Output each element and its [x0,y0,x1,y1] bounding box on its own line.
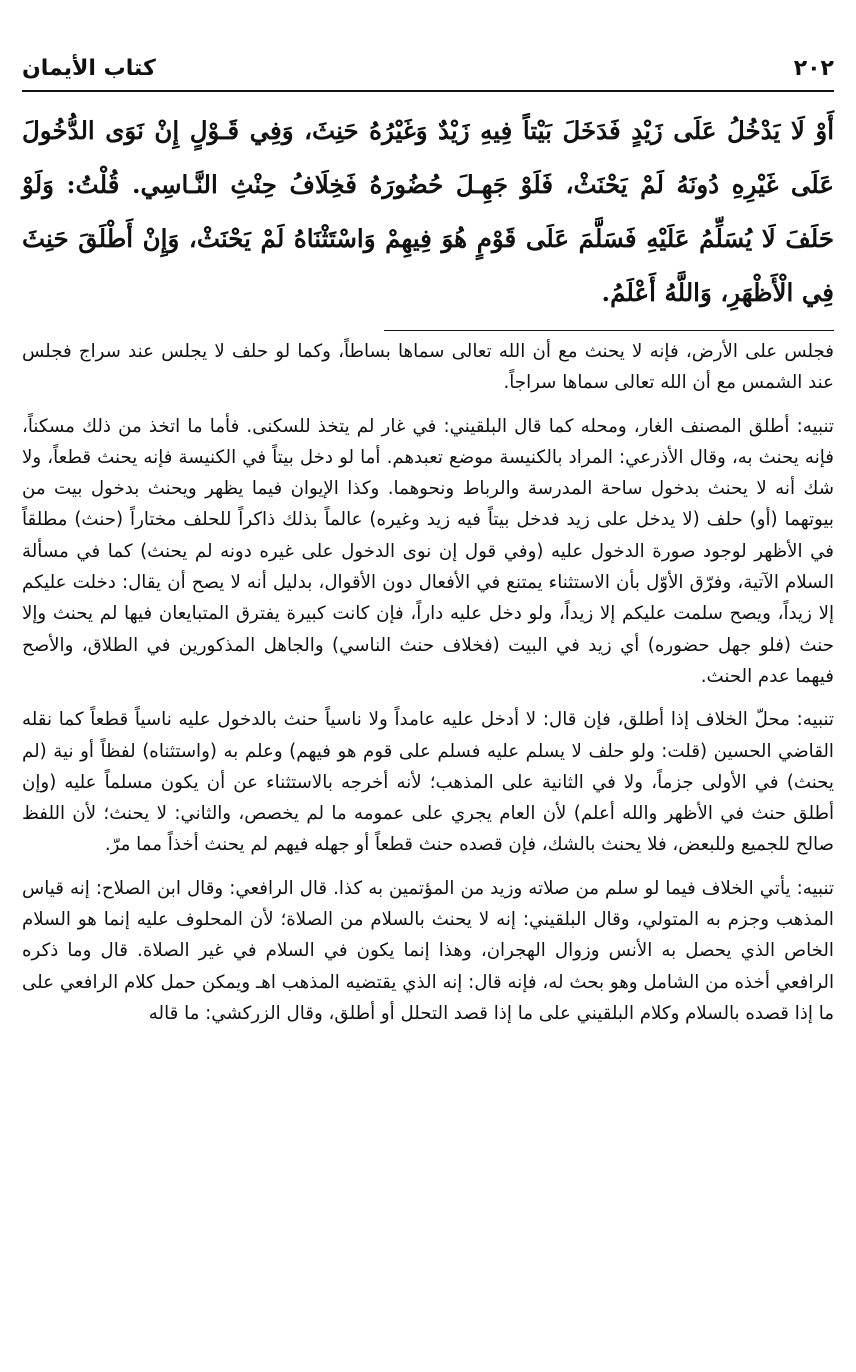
commentary-paragraph: تنبيه: أطلق المصنف الغار، ومحله كما قال البلقيني: في غار لم يتخذ للسكنى. فأما ما اتخذ من ذلك مسكناً، فإنه يحنث به، وقال الأذرعي: المراد بالكنيسة موضع تعبدهم. أما لو دخل بيتاً في الكنيسة فإنه يحنث قطعاً، ولا شك أنه لا يحنث بدخول ساحة المدرسة والرباط ونحوهما. وكذا الإيوان فيما يظهر ويحنث بدخول بيت من بيوتهما (أو) حلف (لا يدخل على زيد فدخل بيتاً فيه زيد وغيره) عالماً بذلك ذاكراً للحلف مختاراً (حنث) مطلقاً في الأظهر لوجود صورة الدخول عليه (وفي قول إن نوى الدخول على غيره دونه لم يحنث) كما في مسألة السلام الآتية، وفرّق الأوّل بأن الاستثناء يمتنع في الأفعال دون الأقوال، بدليل أنه لا يصح أن يقال: دخلت عليكم إلا زيداً، ويصح سلمت عليكم إلا زيداً، ولو دخل عليه داراً، فإن كانت كبيرة يفترق المتبايعان فيها لم يحنث وإلا حنث (فلو جهل حضوره) أي زيد في البيت (فخلاف حنث الناسي) والجاهل المذكورين في الطلاق، والأصح فيهما عدم الحنث. [22,415,834,687]
commentary-paragraph: تنبيه: يأتي الخلاف فيما لو سلم من صلاته وزيد من المؤتمين به كذا. قال الرافعي: وقال ابن الصلاح: إنه قياس المذهب وجزم به المتولي، وقال البلقيني: إنه لا يحنث بالسلام من الصلاة؛ لأن المحلوف عليه إنما هو السلام الخاص الذي يحصل به الأنس وزوال الهجران، وهذا إنما يكون في السلام في غير الصلاة. قال وما ذكره الرافعي أخذه من الشامل وهو بحث له، فإنه قال: إنه الذي يقتضيه المذهب اهـ ويمكن حمل كلام الرافعي على ما إذا قصده بالسلام وكلام البلقيني على ما إذا قصد التحلل أو أطلق، وقال الزركشي: ما قاله [22,877,834,1024]
main-text: أَوْ لَا يَدْخُلُ عَلَى زَيْدٍ فَدَخَلَ بَيْتاً فِيهِ زَيْدٌ وَغَيْرُهُ حَنِثَ، وَفِي قَـوْلٍ إِنْ نَوَى الدُّخُولَ عَلَى غَيْرِهِ دُونَهُ لَمْ يَحْنَثْ، فَلَوْ جَهِـلَ حُضُورَهُ فَخِلَافُ حِنْثِ النَّـاسِي. قُلْتُ: وَلَوْ حَلَفَ لَا يُسَلِّمُ عَلَيْهِ فَسَلَّمَ عَلَى قَوْمٍ هُوَ فِيهِمْ وَاسْتَثْنَاهُ لَمْ يَحْنَثْ، وَإِنْ أَطْلَقَ حَنِثَ فِي الْأَظْهَرِ، وَاللَّهُ أَعْلَمُ. [22,116,834,307]
commentary-paragraph: تنبيه: محلّ الخلاف إذا أطلق، فإن قال: لا أدخل عليه عامداً ولا ناسياً حنث بالدخول عليه ناسياً قطعاً كما نقله القاضي الحسين (قلت: ولو حلف لا يسلم عليه فسلم على قوم هو فيهم) وعلم به (واستثناه) لفظاً أو نية (لم يحنث) في الأولى جزماً، ولا في الثانية على المذهب؛ لأنه أخرجه بالاستثناء عن أن يكون مسلماً عليه (وإن أطلق حنث في الأظهر والله أعلم) لأن العام يجري على عمومه ما لم يخصص، والثاني: لا يحنث؛ لأن اللفظ صالح للجميع وللبعض، فلا يحنث بالشك، فإن قصده حنث قطعاً أو جهله فيهم لم يحنث أخذاً مما مرّ. [22,709,834,856]
page-header [22,52,834,84]
book-title: كتاب الأيمان [22,55,156,81]
header-divider [22,90,834,92]
commentary-divider [384,330,834,331]
commentary-paragraph: فجلس على الأرض، فإنه لا يحنث مع أن الله تعالى سماها بساطاً، وكما لو حلف لا يجلس عند سراج فجلس عند الشمس مع أن الله تعالى سماها سراجاً. [22,341,834,394]
commentary [22,336,834,1041]
page-number: ٢٠٢ [793,55,834,81]
